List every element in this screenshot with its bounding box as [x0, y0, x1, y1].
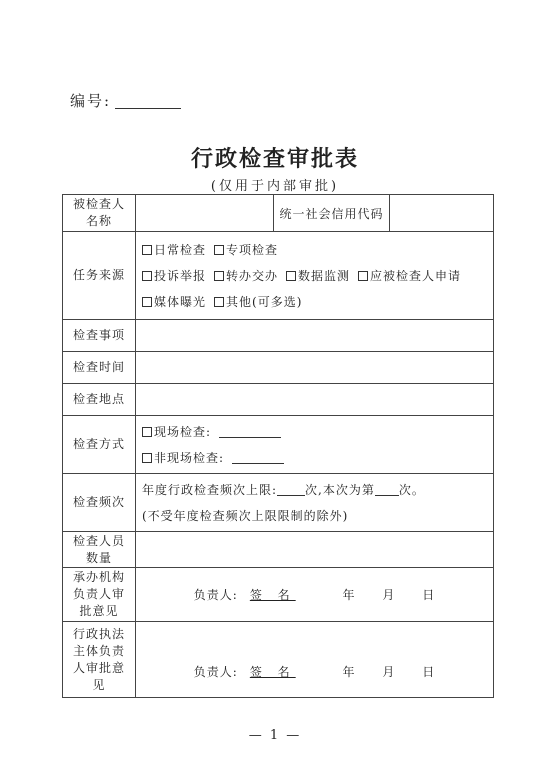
signature-placeholder[interactable]: 签 名 [249, 588, 296, 602]
staff-count-label: 检查人员数量 [63, 532, 136, 568]
target-name-row-body [136, 195, 494, 232]
checkbox-box[interactable] [358, 271, 368, 281]
table-row-place [63, 384, 494, 416]
checkbox-offsite[interactable]: 非现场检查: [142, 449, 224, 466]
checkbox-onsite[interactable]: 现场检查: [142, 423, 211, 440]
org-opinion-sign-area[interactable]: 负责人: 签 名 年 月 日 [136, 568, 494, 622]
serial-number-label: 编号: [70, 92, 112, 110]
inspection-item-label: 检查事项 [63, 320, 136, 352]
table-row-subject-opinion [63, 622, 494, 698]
signature-placeholder[interactable]: 签 名 [249, 665, 296, 679]
subject-opinion-sign-area[interactable]: 负责人: 签 名 年 月 日 [136, 622, 494, 698]
serial-number-blank[interactable] [115, 94, 181, 109]
table-row-time [63, 352, 494, 384]
org-opinion-label: 承办机构负责人审批意见 [63, 568, 136, 622]
credit-code-label: 统一社会信用代码 [274, 195, 390, 231]
checkbox-complaint[interactable]: 投诉举报 [142, 267, 206, 284]
checkbox-special[interactable]: 专项检查 [214, 241, 278, 258]
checkbox-box[interactable] [214, 297, 224, 307]
inspection-time-label: 检查时间 [63, 352, 136, 384]
credit-code-value[interactable] [390, 195, 493, 231]
table-row-org-opinion [63, 568, 494, 622]
checkbox-media[interactable]: 媒体曝光 [142, 293, 206, 310]
offsite-blank[interactable] [232, 451, 284, 464]
checkbox-other[interactable]: 其他(可多选) [214, 293, 302, 310]
task-source-label: 任务来源 [63, 232, 136, 320]
onsite-blank[interactable] [219, 425, 281, 438]
inspection-frequency-label: 检查频次 [63, 474, 136, 532]
checkbox-box[interactable] [142, 427, 152, 437]
target-name-value[interactable] [136, 195, 274, 231]
checkbox-box[interactable] [142, 453, 152, 463]
inspection-place-label: 检查地点 [63, 384, 136, 416]
table-row-item [63, 320, 494, 352]
page-subtitle: (仅用于内部审批) [210, 179, 340, 194]
checkbox-box[interactable] [214, 271, 224, 281]
approval-form-table [62, 194, 494, 698]
task-source-options [136, 232, 494, 320]
inspection-frequency-body: 年度行政检查频次上限: 次,本次为第 次。 (不受年度检查频次上限限制的除外) [136, 474, 494, 532]
table-row-frequency [63, 474, 494, 532]
frequency-limit-blank[interactable] [277, 483, 305, 496]
table-row-method [63, 416, 494, 474]
target-name-label: 被检查人名称 [63, 195, 136, 232]
checkbox-box[interactable] [214, 245, 224, 255]
frequency-note: (不受年度检查频次上限限制的除外) [142, 509, 349, 523]
inspection-method-label: 检查方式 [63, 416, 136, 474]
checkbox-box[interactable] [142, 245, 152, 255]
inspection-place-value[interactable] [136, 384, 494, 416]
staff-count-value[interactable] [136, 532, 494, 568]
table-row-staff [63, 532, 494, 568]
checkbox-box[interactable] [286, 271, 296, 281]
checkbox-box[interactable] [142, 297, 152, 307]
checkbox-routine[interactable]: 日常检查 [142, 241, 206, 258]
inspection-method-options [136, 416, 494, 474]
frequency-current-blank[interactable] [375, 483, 399, 496]
inspection-time-value[interactable] [136, 352, 494, 384]
subject-opinion-label: 行政执法主体负责人审批意见 [63, 622, 136, 698]
checkbox-data-monitoring[interactable]: 数据监测 [286, 267, 350, 284]
table-row-source [63, 232, 494, 320]
page-number: — 1 — [248, 728, 302, 743]
inspection-item-value[interactable] [136, 320, 494, 352]
serial-number-field [70, 90, 181, 111]
checkbox-referral[interactable]: 转办交办 [214, 267, 278, 284]
checkbox-box[interactable] [142, 271, 152, 281]
page-title: 行政检查审批表 [190, 146, 359, 172]
checkbox-on-request[interactable]: 应被检查人申请 [358, 267, 461, 284]
table-row-target [63, 195, 494, 232]
